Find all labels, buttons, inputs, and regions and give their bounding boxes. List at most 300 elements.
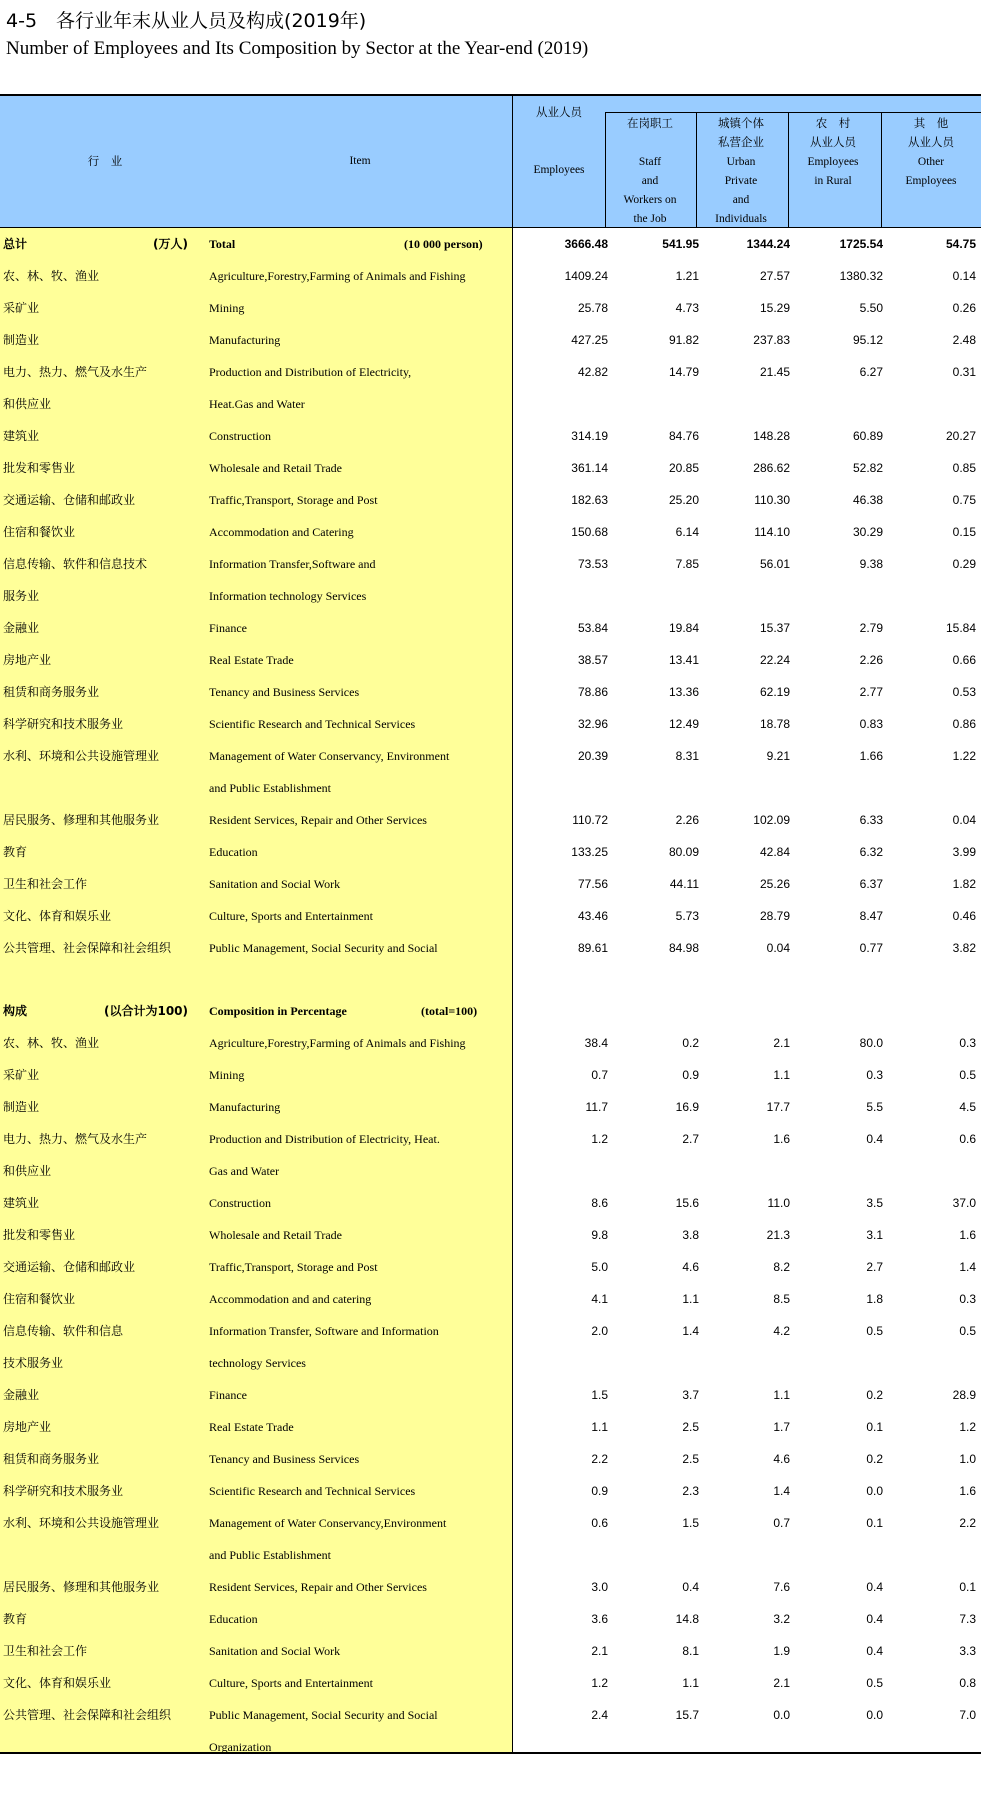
row-sector-cn: 建筑业 — [3, 1196, 40, 1210]
row-value: 25.20 — [668, 493, 699, 507]
row-value: 2.0 — [591, 1324, 608, 1338]
row-sector-cn: 农、林、牧、渔业 — [3, 1036, 100, 1050]
table-row — [0, 1091, 981, 1123]
row-value: 95.12 — [852, 333, 883, 347]
total-row — [0, 228, 981, 260]
table-row — [0, 868, 981, 900]
row-value: 2.5 — [682, 1420, 699, 1434]
row-value: 114.10 — [754, 525, 790, 539]
row-value: 0.4 — [866, 1612, 883, 1626]
table-row — [0, 1283, 981, 1315]
row-item-en: Construction — [209, 1196, 271, 1210]
row-value: 21.3 — [766, 1228, 790, 1242]
header-rural: 农 村 从业人员 Employees in Rural — [807, 118, 859, 187]
table-row — [0, 1027, 981, 1059]
header-staff: 在岗职工 Staff and Workers on the Job — [623, 118, 677, 225]
row-sector-cn: 和供应业 — [3, 397, 52, 411]
row-item-en: Tenancy and Business Services — [209, 685, 360, 699]
total-value-rural: 1725.54 — [839, 237, 883, 251]
row-value: 0.3 — [959, 1292, 976, 1306]
row-value: 0.04 — [952, 813, 976, 827]
row-value: 15.84 — [945, 621, 976, 635]
row-value: 9.8 — [591, 1228, 608, 1242]
row-sector-cn: 教育 — [3, 1612, 28, 1626]
total-value-employees: 3666.48 — [564, 237, 608, 251]
row-item-en: Construction — [209, 429, 271, 443]
row-value: 110.72 — [572, 813, 608, 827]
row-value: 0.0 — [773, 1708, 790, 1722]
row-value: 7.6 — [773, 1580, 790, 1594]
row-value: 22.24 — [759, 653, 790, 667]
row-value: 0.29 — [952, 557, 976, 571]
table-row — [0, 548, 981, 580]
table-row — [0, 1059, 981, 1091]
row-value: 1.9 — [773, 1644, 790, 1658]
row-value: 38.57 — [577, 653, 608, 667]
table-row — [0, 1379, 981, 1411]
header-employees: 从业人员 Employees — [533, 107, 585, 176]
row-value: 9.21 — [766, 749, 790, 763]
table-row — [0, 1219, 981, 1251]
row-sector-cn: 电力、热力、燃气及水生产 — [3, 365, 148, 379]
row-value: 3.2 — [773, 1612, 790, 1626]
row-item-en: Heat.Gas and Water — [209, 397, 305, 411]
row-item-en: Wholesale and Retail Trade — [209, 461, 342, 475]
row-value: 0.2 — [866, 1452, 883, 1466]
row-item-en: Finance — [209, 1388, 247, 1402]
row-value: 0.6 — [959, 1132, 976, 1146]
row-value: 2.2 — [959, 1516, 976, 1530]
row-sector-cn: 房地产业 — [3, 1420, 52, 1434]
row-value: 2.5 — [682, 1452, 699, 1466]
row-value: 3.1 — [866, 1228, 883, 1242]
table-row — [0, 356, 981, 388]
row-value: 13.41 — [668, 653, 699, 667]
composition-label-cn: 构成 — [3, 1004, 28, 1018]
row-value: 0.2 — [866, 1388, 883, 1402]
table-row — [0, 516, 981, 548]
row-value: 73.53 — [577, 557, 608, 571]
row-value: 9.38 — [859, 557, 883, 571]
row-value: 1.1 — [773, 1068, 790, 1082]
row-sector-cn: 交通运输、仓储和邮政业 — [3, 493, 136, 507]
row-value: 5.50 — [859, 301, 883, 315]
row-value: 0.5 — [959, 1324, 976, 1338]
row-value: 0.85 — [952, 461, 976, 475]
row-sector-cn: 制造业 — [3, 333, 40, 347]
row-value: 110.30 — [754, 493, 790, 507]
row-value: 2.1 — [591, 1644, 608, 1658]
row-sector-cn: 交通运输、仓储和邮政业 — [3, 1260, 136, 1274]
row-value: 0.5 — [959, 1068, 976, 1082]
row-value: 8.2 — [773, 1260, 790, 1274]
row-value: 0.7 — [591, 1068, 608, 1082]
row-value: 15.37 — [759, 621, 790, 635]
row-sector-cn: 科学研究和技术服务业 — [3, 1484, 124, 1498]
row-value: 7.85 — [675, 557, 699, 571]
header-urban: 城镇个体 私营企业 Urban Private and Individuals — [715, 118, 767, 225]
row-value: 1.1 — [773, 1388, 790, 1402]
row-sector-cn: 教育 — [3, 845, 28, 859]
row-value: 2.2 — [591, 1452, 608, 1466]
row-value: 0.53 — [952, 685, 976, 699]
header-item: Item — [349, 155, 371, 167]
row-value: 3.0 — [591, 1580, 608, 1594]
table-row — [0, 1475, 981, 1507]
row-item-en: Real Estate Trade — [209, 1420, 294, 1434]
row-item-en: Wholesale and Retail Trade — [209, 1228, 342, 1242]
row-item-en: Education — [209, 1612, 258, 1626]
row-value: 2.26 — [675, 813, 699, 827]
row-sector-cn: 卫生和社会工作 — [3, 877, 88, 891]
col-divider-1 — [605, 112, 606, 228]
row-item-en: Management of Water Conservancy, Environment — [209, 749, 450, 763]
row-value: 182.63 — [571, 493, 608, 507]
row-item-en: Accommodation and and catering — [209, 1292, 372, 1306]
row-item-en: Gas and Water — [209, 1164, 280, 1178]
row-value: 0.1 — [959, 1580, 976, 1594]
row-value: 30.29 — [852, 525, 883, 539]
row-value: 8.5 — [773, 1292, 790, 1306]
row-item-en: Culture, Sports and Entertainment — [209, 1676, 373, 1690]
row-value: 6.27 — [859, 365, 883, 379]
row-value: 8.6 — [591, 1196, 608, 1210]
row-value: 0.83 — [859, 717, 883, 731]
row-value: 25.26 — [759, 877, 790, 891]
row-value: 37.0 — [952, 1196, 976, 1210]
total-value-urban: 1344.24 — [746, 237, 790, 251]
table-row — [0, 1635, 981, 1667]
row-item-en: Public Management, Social Security and Social — [209, 1708, 438, 1722]
row-value: 1.1 — [682, 1292, 699, 1306]
row-value: 2.48 — [952, 333, 976, 347]
row-value: 52.82 — [852, 461, 883, 475]
table-row — [0, 644, 981, 676]
table-row — [0, 1187, 981, 1219]
row-value: 42.84 — [759, 845, 790, 859]
page-title-cn: 4-5 各行业年末从业人员及构成(2019年) — [6, 10, 367, 32]
row-item-en: Education — [209, 845, 258, 859]
row-value: 3.99 — [952, 845, 976, 859]
row-value: 0.0 — [866, 1708, 883, 1722]
row-value: 89.61 — [577, 941, 608, 955]
row-item-en: Agriculture,Forestry,Farming of Animals and Fishing — [209, 269, 466, 283]
table-row — [0, 292, 981, 324]
table-row — [0, 740, 981, 772]
row-value: 20.85 — [668, 461, 699, 475]
row-value: 43.46 — [577, 909, 608, 923]
row-value: 0.26 — [952, 301, 976, 315]
row-item-en: Production and Distribution of Electricity, Heat. — [209, 1132, 440, 1146]
row-value: 2.7 — [866, 1260, 883, 1274]
table-row — [0, 932, 981, 964]
table-row — [0, 1667, 981, 1699]
table-row — [0, 420, 981, 452]
row-value: 16.9 — [675, 1100, 699, 1114]
row-value: 17.7 — [766, 1100, 790, 1114]
row-item-en: Finance — [209, 621, 247, 635]
row-value: 4.6 — [773, 1452, 790, 1466]
row-value: 0.5 — [866, 1676, 883, 1690]
row-value: 28.79 — [759, 909, 790, 923]
row-value: 2.4 — [591, 1708, 608, 1722]
row-item-en: and Public Establishment — [209, 781, 331, 795]
row-value: 2.1 — [773, 1676, 790, 1690]
header-other: 其 他 从业人员 Other Employees — [905, 118, 957, 187]
row-item-en: Organization — [209, 1740, 272, 1754]
table-row — [0, 1347, 981, 1379]
row-sector-cn: 卫生和社会工作 — [3, 1644, 88, 1658]
composition-label-en: Composition in Percentage — [209, 1004, 347, 1018]
table-row — [0, 484, 981, 516]
row-item-en: Sanitation and Social Work — [209, 877, 341, 891]
table-row — [0, 1603, 981, 1635]
row-sector-cn: 水利、环境和公共设施管理业 — [3, 1516, 160, 1530]
row-value: 0.75 — [952, 493, 976, 507]
row-sector-cn: 技术服务业 — [3, 1356, 64, 1370]
row-sector-cn: 采矿业 — [3, 1068, 40, 1082]
row-value: 12.49 — [668, 717, 699, 731]
row-sector-cn: 科学研究和技术服务业 — [3, 717, 124, 731]
row-value: 0.4 — [866, 1644, 883, 1658]
row-value: 0.2 — [682, 1036, 699, 1050]
row-value: 11.7 — [585, 1100, 608, 1114]
row-sector-cn: 农、林、牧、渔业 — [3, 269, 100, 283]
row-item-en: and Public Establishment — [209, 1548, 331, 1562]
col-divider-2 — [696, 112, 697, 228]
table-row — [0, 1411, 981, 1443]
row-value: 27.57 — [759, 269, 790, 283]
row-sector-cn: 信息传输、软件和信息技术 — [3, 557, 148, 571]
row-value: 1.0 — [959, 1452, 976, 1466]
row-value: 20.27 — [945, 429, 976, 443]
table-row — [0, 612, 981, 644]
row-value: 44.11 — [669, 877, 699, 891]
row-sector-cn: 电力、热力、燃气及水生产 — [3, 1132, 148, 1146]
table-row — [0, 1699, 981, 1731]
row-sector-cn: 公共管理、社会保障和社会组织 — [3, 941, 172, 955]
row-value: 5.0 — [591, 1260, 608, 1274]
row-value: 15.6 — [675, 1196, 699, 1210]
page-title-en: Number of Employees and Its Composition by Sector at the Year-end (2019) — [6, 38, 589, 59]
row-item-en: Accommodation and Catering — [209, 525, 354, 539]
row-sector-cn: 居民服务、修理和其他服务业 — [3, 1580, 160, 1594]
row-value: 0.4 — [866, 1580, 883, 1594]
row-sector-cn: 住宿和餐饮业 — [3, 1292, 76, 1306]
header-sector-cn: 行 业 — [87, 154, 123, 168]
row-item-en: Agriculture,Forestry,Farming of Animals and Fishing — [209, 1036, 466, 1050]
row-value: 2.3 — [682, 1484, 699, 1498]
table-row — [0, 1443, 981, 1475]
table-row — [0, 708, 981, 740]
row-item-en: Information Transfer,Software and — [209, 557, 376, 571]
row-item-en: Traffic,Transport, Storage and Post — [209, 493, 378, 507]
row-sector-cn: 公共管理、社会保障和社会组织 — [3, 1708, 172, 1722]
row-value: 1.2 — [591, 1132, 608, 1146]
row-item-en: Scientific Research and Technical Services — [209, 717, 416, 731]
row-value: 25.78 — [577, 301, 608, 315]
total-value-staff: 541.95 — [662, 237, 699, 251]
row-value: 20.39 — [577, 749, 608, 763]
row-value: 3.5 — [866, 1196, 883, 1210]
row-value: 3.7 — [682, 1388, 699, 1402]
row-value: 1.6 — [959, 1228, 976, 1242]
row-value: 0.3 — [959, 1036, 976, 1050]
row-value: 0.8 — [959, 1676, 976, 1690]
row-value: 4.6 — [682, 1260, 699, 1274]
row-value: 56.01 — [759, 557, 790, 571]
row-value: 2.26 — [859, 653, 883, 667]
row-value: 0.7 — [773, 1516, 790, 1530]
row-value: 60.89 — [852, 429, 883, 443]
table-row — [0, 1315, 981, 1347]
row-value: 102.09 — [753, 813, 790, 827]
row-sector-cn: 金融业 — [3, 1388, 40, 1402]
col-divider-3 — [788, 112, 789, 228]
row-value: 0.1 — [866, 1516, 883, 1530]
total-label-cn: 总计 — [3, 237, 28, 251]
row-value: 1.5 — [682, 1516, 699, 1530]
row-value: 1.21 — [675, 269, 699, 283]
row-sector-cn: 建筑业 — [3, 429, 40, 443]
row-item-en: Scientific Research and Technical Services — [209, 1484, 416, 1498]
row-sector-cn: 文化、体育和娱乐业 — [3, 909, 112, 923]
row-value: 1.4 — [682, 1324, 699, 1338]
row-sector-cn: 房地产业 — [3, 653, 52, 667]
header-sub-rule — [606, 112, 981, 113]
row-value: 133.25 — [571, 845, 608, 859]
row-value: 80.09 — [668, 845, 699, 859]
row-value: 42.82 — [577, 365, 608, 379]
row-value: 91.82 — [668, 333, 699, 347]
row-value: 0.77 — [859, 941, 883, 955]
row-value: 1380.32 — [839, 269, 883, 283]
row-value: 11.0 — [767, 1196, 790, 1210]
row-value: 15.7 — [675, 1708, 699, 1722]
row-value: 84.98 — [668, 941, 699, 955]
col-divider-4 — [881, 112, 882, 228]
row-sector-cn: 文化、体育和娱乐业 — [3, 1676, 112, 1690]
row-value: 46.38 — [852, 493, 883, 507]
table-row — [0, 1731, 981, 1763]
composition-unit-cn: (以合计为100) — [104, 1004, 189, 1018]
row-item-en: Information technology Services — [209, 589, 367, 603]
table-row — [0, 836, 981, 868]
table-row — [0, 388, 981, 420]
row-value: 53.84 — [577, 621, 608, 635]
row-sector-cn: 采矿业 — [3, 301, 40, 315]
row-value: 77.56 — [577, 877, 608, 891]
table-row — [0, 804, 981, 836]
row-value: 62.19 — [759, 685, 790, 699]
table-row — [0, 324, 981, 356]
row-value: 0.31 — [952, 365, 976, 379]
row-value: 2.1 — [773, 1036, 790, 1050]
row-value: 28.9 — [952, 1388, 976, 1402]
table-row — [0, 1123, 981, 1155]
row-value: 1.66 — [859, 749, 883, 763]
row-value: 15.29 — [759, 301, 790, 315]
row-value: 84.76 — [668, 429, 699, 443]
row-value: 38.4 — [584, 1036, 608, 1050]
row-value: 0.9 — [591, 1484, 608, 1498]
row-item-en: Resident Services, Repair and Other Services — [209, 813, 427, 827]
row-item-en: Mining — [209, 1068, 245, 1082]
row-sector-cn: 批发和零售业 — [3, 1228, 76, 1242]
row-value: 0.5 — [866, 1324, 883, 1338]
row-value: 3.8 — [682, 1228, 699, 1242]
table-row — [0, 260, 981, 292]
row-sector-cn: 金融业 — [3, 621, 40, 635]
row-value: 150.68 — [571, 525, 608, 539]
row-sector-cn: 住宿和餐饮业 — [3, 525, 76, 539]
table-row — [0, 452, 981, 484]
row-value: 5.73 — [675, 909, 699, 923]
row-value: 4.73 — [675, 301, 699, 315]
row-item-en: Culture, Sports and Entertainment — [209, 909, 373, 923]
row-value: 0.1 — [866, 1420, 883, 1434]
row-value: 6.37 — [859, 877, 883, 891]
row-sector-cn: 批发和零售业 — [3, 461, 76, 475]
row-value: 1.8 — [866, 1292, 883, 1306]
row-value: 1.1 — [591, 1420, 608, 1434]
row-value: 18.78 — [759, 717, 790, 731]
row-value: 8.1 — [682, 1644, 699, 1658]
row-value: 6.33 — [859, 813, 883, 827]
row-value: 2.77 — [859, 685, 883, 699]
row-value: 286.62 — [753, 461, 790, 475]
row-value: 1.82 — [952, 877, 976, 891]
row-item-en: Management of Water Conservancy,Environment — [209, 1516, 447, 1530]
row-value: 0.46 — [952, 909, 976, 923]
total-unit-cn: (万人) — [153, 237, 188, 251]
row-item-en: Mining — [209, 301, 245, 315]
row-value: 4.1 — [591, 1292, 608, 1306]
table-top-rule — [0, 94, 981, 96]
row-value: 1.7 — [773, 1420, 790, 1434]
row-value: 0.15 — [952, 525, 976, 539]
row-value: 4.5 — [959, 1100, 976, 1114]
row-value: 0.3 — [866, 1068, 883, 1082]
row-value: 1409.24 — [564, 269, 608, 283]
row-sector-cn: 租赁和商务服务业 — [3, 1452, 100, 1466]
row-value: 0.14 — [952, 269, 976, 283]
row-value: 2.7 — [682, 1132, 699, 1146]
table-row — [0, 900, 981, 932]
table-row — [0, 1571, 981, 1603]
table-row — [0, 772, 981, 804]
row-value: 1.5 — [591, 1388, 608, 1402]
row-item-en: Public Management, Social Security and Social — [209, 941, 438, 955]
row-value: 2.79 — [859, 621, 883, 635]
table-row — [0, 676, 981, 708]
row-value: 0.0 — [866, 1484, 883, 1498]
row-value: 7.3 — [959, 1612, 976, 1626]
row-value: 6.32 — [859, 845, 883, 859]
row-value: 7.0 — [959, 1708, 976, 1722]
row-sector-cn: 和供应业 — [3, 1164, 52, 1178]
row-value: 1.4 — [959, 1260, 976, 1274]
row-value: 0.4 — [682, 1580, 699, 1594]
row-item-en: Resident Services, Repair and Other Services — [209, 1580, 427, 1594]
row-value: 0.04 — [766, 941, 790, 955]
row-sector-cn: 水利、环境和公共设施管理业 — [3, 749, 160, 763]
row-value: 1.1 — [682, 1676, 699, 1690]
table-row — [0, 1507, 981, 1539]
row-value: 3.6 — [591, 1612, 608, 1626]
row-value: 314.19 — [571, 429, 608, 443]
row-value: 1.4 — [773, 1484, 790, 1498]
